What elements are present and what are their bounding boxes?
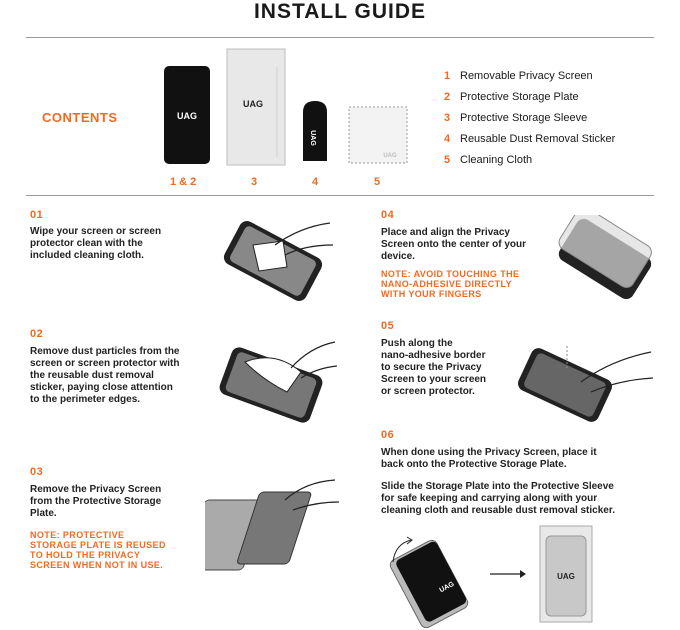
item-number-4: 4 [312, 176, 319, 188]
contents-divider [26, 195, 654, 196]
brand-logo-6: UAG [557, 572, 575, 581]
step-06-plate-illustration [385, 528, 495, 628]
step-03-note: NOTE: PROTECTIVE STORAGE PLATE IS REUSED TO HOLD THE PRIVACY SCREEN WHEN NOT IN USE. [30, 530, 166, 570]
step-03-illustration [205, 470, 345, 585]
list-item: 4 Reusable Dust Removal Sticker [444, 133, 616, 145]
dust-sticker-image [300, 98, 330, 164]
list-item: 3 Protective Storage Sleeve [444, 112, 588, 124]
list-item: 1 Removable Privacy Screen [444, 70, 593, 82]
step-04-number: 04 [381, 209, 395, 221]
brand-logo-4: UAG [383, 153, 397, 159]
item-number-3: 3 [251, 176, 258, 188]
cleaning-cloth-image [346, 104, 410, 166]
storage-sleeve-image [225, 47, 287, 167]
contents-label: CONTENTS [42, 110, 118, 125]
title-divider [26, 37, 654, 38]
brand-logo-1: UAG [177, 111, 197, 121]
item-number-5: 5 [374, 176, 381, 188]
step-04-text: Place and align the Privacy Screen onto the center of your device. [381, 227, 527, 262]
step-05-number: 05 [381, 320, 395, 332]
brand-logo-5: UAG [438, 580, 456, 595]
step-03-number: 03 [30, 466, 44, 478]
page-title: INSTALL GUIDE [253, 0, 427, 23]
list-item: 2 Protective Storage Plate [444, 91, 579, 103]
step-05-text: Push along the nano-adhesive border to secure the Privacy Screen to your screen or screen protector. [381, 338, 487, 397]
step-01-text: Wipe your screen or screen protector clean with the included cleaning cloth. [30, 226, 162, 261]
step-02-illustration [205, 332, 340, 432]
step-02-text: Remove dust particles from the screen or screen protector with the reusable dust removal sticker, paying close attention to the perimeter edges. [30, 346, 180, 405]
brand-logo-2: UAG [243, 99, 263, 109]
step-04-note: NOTE: AVOID TOUCHING THE NANO-ADHESIVE DIRECTLY WITH YOUR FINGERS [381, 269, 520, 299]
step-06-text-2: Slide the Storage Plate into the Protective Sleeve for safe keeping and carrying along with your cleaning cloth and reusable dust removal sticker. [381, 481, 615, 516]
step-05-illustration [515, 342, 655, 432]
list-item: 5 Cleaning Cloth [444, 154, 533, 166]
step-06-number: 06 [381, 429, 395, 441]
step-02-number: 02 [30, 328, 44, 340]
privacy-screen-image [160, 62, 214, 168]
step-04-illustration [548, 215, 658, 315]
step-01-number: 01 [30, 209, 44, 221]
step-01-illustration [205, 215, 335, 310]
step-06-sleeve-illustration [538, 524, 594, 624]
brand-logo-3: UAG [309, 130, 316, 146]
step-03-text: Remove the Privacy Screen from the Protective Storage Plate. [30, 484, 162, 519]
step-06-text-1: When done using the Privacy Screen, place it back onto the Protective Storage Plate. [381, 447, 597, 470]
item-number-1-2: 1 & 2 [170, 176, 197, 188]
arrow-right-icon [490, 568, 530, 580]
